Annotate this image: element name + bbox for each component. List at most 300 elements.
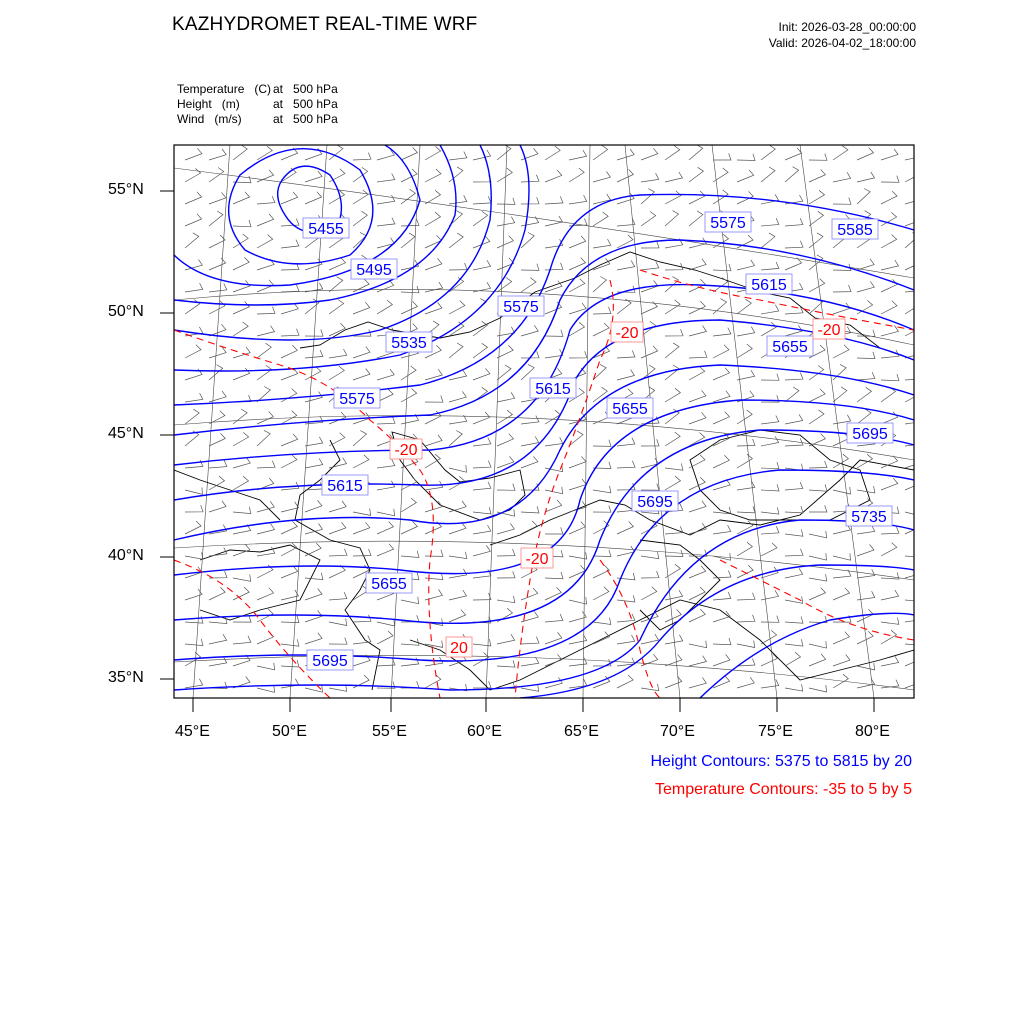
wind-barb	[833, 454, 848, 468]
height-label	[847, 423, 893, 443]
temperature-legend: Temperature Contours: -35 to 5 by 5	[654, 781, 912, 798]
wind-barb	[545, 465, 563, 472]
wind-barb	[281, 521, 297, 534]
wind-barb	[449, 590, 467, 600]
wind-barb	[521, 657, 539, 666]
wind-barb	[209, 501, 226, 512]
wind-barb	[761, 145, 775, 160]
wind-barb	[329, 638, 347, 645]
wind-barb	[593, 506, 611, 513]
wind-barb	[209, 391, 226, 402]
wind-barb	[353, 455, 369, 468]
wind-barb	[233, 574, 251, 581]
height-label	[832, 219, 878, 239]
wind-barb	[281, 455, 297, 468]
wind-barb	[497, 660, 515, 667]
wind-barb	[425, 169, 441, 182]
wind-barb	[473, 525, 491, 534]
field-name: Height (m)	[177, 97, 240, 111]
wind-barb	[857, 189, 870, 205]
wind-barb	[569, 566, 585, 579]
svg-text:5695: 5695	[637, 494, 673, 511]
wind-barb	[257, 343, 271, 358]
wind-barb	[593, 194, 611, 204]
wind-barb	[497, 168, 512, 182]
lon-tick-label: 75°E	[758, 723, 793, 740]
wind-barb	[737, 593, 755, 600]
wind-barb	[665, 676, 682, 688]
wind-barb	[449, 523, 466, 534]
wind-barb	[785, 325, 802, 336]
svg-text:20: 20	[450, 640, 468, 657]
wind-barb	[185, 639, 203, 646]
height-contour	[174, 430, 914, 623]
wind-barb	[905, 257, 921, 270]
wind-barb	[785, 482, 803, 490]
wind-barb	[785, 529, 803, 536]
wind-barb	[593, 565, 609, 578]
wind-barb	[377, 173, 395, 182]
wind-barb	[881, 478, 898, 490]
wind-barb	[785, 549, 803, 556]
wind-barb	[617, 351, 635, 359]
wind-barb	[377, 682, 395, 689]
wind-barb	[905, 654, 922, 666]
wind-barb	[809, 154, 827, 161]
wind-barb	[209, 476, 225, 490]
wind-barb	[665, 654, 682, 666]
init-time: Init: 2026-03-28_00:00:00	[778, 20, 916, 34]
wind-barb	[617, 614, 635, 622]
wind-barb	[713, 654, 730, 666]
wind-barb	[281, 329, 299, 336]
wind-barb	[593, 323, 609, 336]
wind-barb	[761, 416, 779, 425]
wind-barb	[785, 218, 803, 226]
temperature-label	[813, 319, 845, 339]
wind-barb	[881, 374, 899, 381]
wind-barb	[905, 300, 920, 314]
wind-barb	[521, 325, 538, 336]
wind-barb	[593, 212, 608, 226]
wind-barb	[713, 571, 731, 579]
wind-barb	[425, 190, 441, 204]
wind-barb	[377, 218, 395, 226]
lat-tick-label: 45°N	[108, 425, 144, 442]
wind-barb	[185, 409, 199, 424]
wind-barb	[569, 258, 586, 270]
wind-barb	[881, 387, 896, 402]
svg-text:5585: 5585	[837, 222, 873, 239]
wind-barb	[329, 501, 346, 512]
wind-barb	[521, 637, 539, 644]
height-label	[705, 212, 751, 232]
wind-barb	[329, 592, 347, 600]
wind-barb	[641, 439, 659, 446]
wind-barb	[833, 198, 851, 205]
svg-text:5655: 5655	[772, 339, 808, 356]
svg-text:5695: 5695	[852, 426, 888, 443]
wind-barb	[257, 663, 275, 670]
wind-barb	[665, 388, 680, 402]
wind-barb	[641, 458, 659, 468]
wind-barb	[689, 351, 707, 358]
wind-barb	[665, 432, 680, 446]
temperature-labels	[390, 319, 845, 657]
wind-barb	[881, 326, 898, 337]
wind-barb	[209, 587, 225, 600]
wind-barb	[401, 148, 417, 161]
wind-barb	[713, 676, 730, 688]
wind-barb	[593, 440, 611, 447]
wind-barb	[257, 235, 273, 249]
wind-barb	[881, 191, 897, 204]
wind-barb	[233, 280, 250, 292]
wind-barb	[593, 239, 611, 248]
wind-barb	[809, 641, 827, 648]
wind-barb	[761, 218, 779, 226]
wind-barb	[521, 197, 539, 204]
wind-barb	[785, 684, 803, 691]
wind-barb	[329, 323, 345, 336]
wind-barb	[209, 634, 227, 644]
wind-barb	[689, 501, 706, 512]
wind-barb	[305, 633, 322, 644]
wind-barb	[737, 677, 754, 688]
wind-barb	[233, 145, 247, 160]
wind-barb	[569, 279, 585, 292]
wind-barb	[449, 415, 467, 424]
wind-barb	[521, 437, 539, 447]
wind-barb	[257, 365, 272, 380]
wind-barb	[857, 409, 871, 424]
wind-barb	[185, 521, 201, 534]
wind-barb	[569, 236, 586, 248]
wind-barb	[353, 347, 370, 358]
wind-barb	[185, 283, 203, 292]
wind-barb	[185, 393, 203, 402]
wind-barb	[425, 590, 442, 601]
lon-tick-label: 70°E	[660, 723, 695, 740]
wind-barb	[641, 634, 659, 644]
wind-barb	[593, 521, 609, 534]
wind-barb	[425, 435, 442, 446]
wind-barb	[569, 431, 583, 446]
wind-barb	[593, 277, 606, 293]
wind-barb	[713, 153, 731, 160]
wind-barb	[809, 553, 827, 560]
wind-barb	[497, 571, 515, 578]
wind-barb	[833, 345, 849, 358]
wind-barb	[233, 368, 250, 380]
field-level: at 500 hPa	[273, 82, 338, 96]
wind-barb	[257, 430, 270, 446]
field-level: at 500 hPa	[273, 97, 338, 111]
wind-barb	[833, 487, 851, 494]
wind-barb	[761, 526, 779, 534]
wind-barb	[665, 476, 681, 490]
wind-barb	[401, 521, 417, 534]
wind-barb	[713, 264, 731, 271]
wind-barb	[809, 190, 825, 204]
wind-barb	[185, 148, 202, 160]
wind-barb	[713, 368, 730, 380]
wind-barb	[617, 595, 635, 602]
wind-barb	[497, 198, 515, 205]
wind-barb	[761, 374, 779, 381]
wind-barb	[425, 212, 441, 226]
wind-barb	[833, 632, 850, 644]
wind-barb	[785, 414, 803, 424]
height-label	[530, 378, 576, 398]
wind-barb	[545, 437, 563, 446]
wind-barb	[809, 211, 824, 226]
wind-barb	[641, 262, 659, 271]
wind-barb	[617, 169, 633, 182]
height-label	[366, 573, 412, 593]
wind-barb	[281, 168, 296, 182]
wind-barb	[281, 345, 297, 358]
wind-barb	[233, 192, 250, 204]
wind-barb	[473, 546, 490, 557]
wind-barb	[521, 416, 539, 425]
wind-barb	[857, 281, 874, 292]
wind-barb	[737, 506, 755, 513]
wind-barb	[353, 211, 367, 226]
wind-barb	[569, 456, 586, 468]
wind-barb	[545, 572, 563, 579]
wind-barb	[281, 411, 297, 424]
wind-barb	[881, 149, 898, 160]
wind-barb	[737, 170, 754, 182]
wind-barb	[281, 616, 299, 623]
wind-barb	[689, 259, 706, 270]
wind-barb	[545, 281, 562, 292]
wind-barb	[401, 597, 419, 604]
wind-barb	[353, 615, 371, 622]
wind-barb	[209, 192, 226, 204]
wind-barb	[449, 233, 463, 248]
wind-barb	[785, 506, 803, 513]
wind-barb	[377, 631, 393, 644]
wind-barb	[713, 391, 730, 402]
wind-barb	[641, 684, 659, 691]
wind-barb	[401, 389, 417, 403]
wind-barb	[185, 192, 202, 204]
wind-barb	[665, 329, 683, 336]
wind-barb	[329, 349, 347, 358]
wind-barb	[449, 301, 465, 314]
wind-barb	[641, 484, 659, 491]
wind-barb	[209, 235, 225, 248]
wind-barb	[185, 214, 202, 226]
wind-barb	[881, 543, 897, 556]
wind-barb	[569, 597, 587, 604]
wind-barb	[257, 326, 275, 336]
wind-barb	[809, 170, 825, 183]
wind-barb	[761, 679, 779, 688]
wind-barb	[377, 459, 395, 468]
wind-barb	[785, 148, 802, 160]
wind-barb	[497, 549, 515, 556]
temperature-contours	[174, 270, 914, 698]
wind-barb	[737, 327, 755, 336]
height-label	[351, 259, 397, 279]
wind-barb	[497, 634, 515, 644]
wind-barb	[209, 211, 223, 226]
wind-barb	[665, 300, 680, 314]
wind-barb	[233, 347, 250, 358]
wind-barb	[689, 326, 706, 336]
wind-barb	[881, 527, 899, 534]
wind-barb	[785, 258, 802, 270]
wind-barb	[281, 590, 299, 600]
wind-barb	[281, 240, 299, 248]
wind-barb	[881, 590, 899, 600]
svg-text:5615: 5615	[535, 381, 571, 398]
wind-barb	[881, 656, 899, 666]
wind-barb	[809, 461, 827, 468]
wind-barb	[689, 609, 705, 622]
wind-barb	[737, 641, 755, 648]
wind-barb	[185, 233, 199, 248]
wind-barb	[521, 264, 539, 271]
wind-barb	[233, 220, 251, 227]
wind-barb	[737, 542, 752, 556]
lon-tick-label: 45°E	[175, 723, 210, 740]
wind-barb	[281, 660, 299, 667]
wind-barb	[809, 654, 826, 666]
wind-barb	[833, 655, 850, 666]
wind-barb	[809, 588, 826, 600]
wind-barb	[713, 328, 731, 336]
wind-barb	[737, 299, 751, 314]
wind-barb	[329, 277, 343, 292]
height-legend: Height Contours: 5375 to 5815 by 20	[650, 753, 912, 770]
wind-barb	[665, 146, 680, 160]
wind-barb	[809, 484, 827, 491]
wind-barb	[713, 638, 731, 645]
wind-barb	[257, 588, 274, 600]
wind-barb	[281, 639, 299, 646]
wind-barb	[377, 481, 395, 490]
wind-barb	[473, 343, 488, 358]
wind-barb	[449, 343, 463, 358]
wind-barb	[809, 574, 827, 581]
wind-barb	[329, 522, 346, 534]
wind-barb	[545, 632, 562, 644]
wind-barb	[257, 461, 275, 468]
temperature-contour	[515, 280, 613, 698]
wind-barb	[521, 521, 537, 534]
wind-barb	[473, 412, 490, 424]
wind-barb	[665, 365, 679, 380]
wind-barb	[761, 233, 775, 248]
wind-barb	[449, 152, 467, 161]
wind-barb	[353, 302, 370, 314]
height-label	[322, 475, 368, 495]
wind-barb	[785, 387, 799, 402]
wind-barb	[545, 170, 562, 182]
wind-barb	[833, 387, 847, 402]
wind-barb	[329, 300, 344, 315]
wind-barb	[857, 372, 875, 380]
wind-barb	[665, 526, 683, 534]
wind-barb	[545, 500, 562, 512]
wind-barb	[641, 552, 659, 559]
wind-barb	[449, 263, 467, 270]
wind-barb	[569, 552, 587, 559]
wind-barb	[689, 677, 706, 688]
wind-barb	[761, 305, 779, 314]
wind-barb	[473, 175, 491, 182]
wind-barb	[233, 322, 248, 336]
wind-barb	[473, 593, 491, 600]
svg-text:5735: 5735	[851, 509, 887, 526]
wind-barb	[425, 146, 441, 160]
wind-barb	[305, 192, 322, 204]
wind-barb	[449, 391, 466, 402]
wind-barb	[497, 236, 513, 248]
svg-text:5615: 5615	[327, 478, 363, 495]
wind-barb	[185, 259, 202, 270]
wind-barb	[737, 615, 755, 622]
wind-barb	[569, 658, 587, 666]
wind-barb	[497, 484, 515, 491]
wind-barb	[857, 387, 872, 402]
wind-barb	[617, 461, 635, 468]
wind-barb	[545, 527, 563, 534]
wind-barb	[569, 168, 584, 182]
wind-barb	[425, 282, 443, 292]
wind-barb	[881, 618, 899, 625]
wind-barb	[569, 479, 586, 490]
wind-barb	[857, 172, 875, 182]
wind-barb	[401, 301, 417, 314]
wind-barb	[185, 345, 201, 358]
wind-barb	[473, 196, 491, 204]
field-name: Temperature (C)	[177, 82, 272, 96]
wind-barb	[665, 463, 683, 470]
lon-tick-label: 50°E	[272, 723, 307, 740]
wind-barb	[761, 507, 779, 514]
height-contour	[174, 520, 914, 690]
wind-barb	[209, 365, 223, 380]
wind-barb	[881, 630, 897, 644]
wind-barb	[617, 370, 634, 380]
wind-barb	[641, 346, 658, 358]
wind-barb	[593, 307, 611, 314]
wind-barb	[569, 195, 587, 204]
lat-tick-label: 55°N	[108, 181, 144, 198]
field-name: Wind (m/s)	[177, 112, 242, 126]
wind-barb	[209, 347, 226, 358]
wind-barb	[329, 565, 345, 578]
wind-barb	[737, 344, 752, 358]
wind-barb	[377, 238, 394, 248]
svg-text:-20: -20	[394, 442, 418, 459]
wind-barb	[809, 531, 827, 538]
wind-barb	[521, 217, 539, 227]
wind-barb	[305, 524, 322, 535]
wind-barb	[785, 373, 803, 380]
wind-barb	[305, 500, 322, 512]
wind-barb	[761, 543, 777, 556]
wind-barb	[785, 241, 803, 248]
wind-barb	[785, 617, 803, 624]
wind-barb	[257, 307, 275, 314]
wind-barb	[737, 260, 755, 270]
